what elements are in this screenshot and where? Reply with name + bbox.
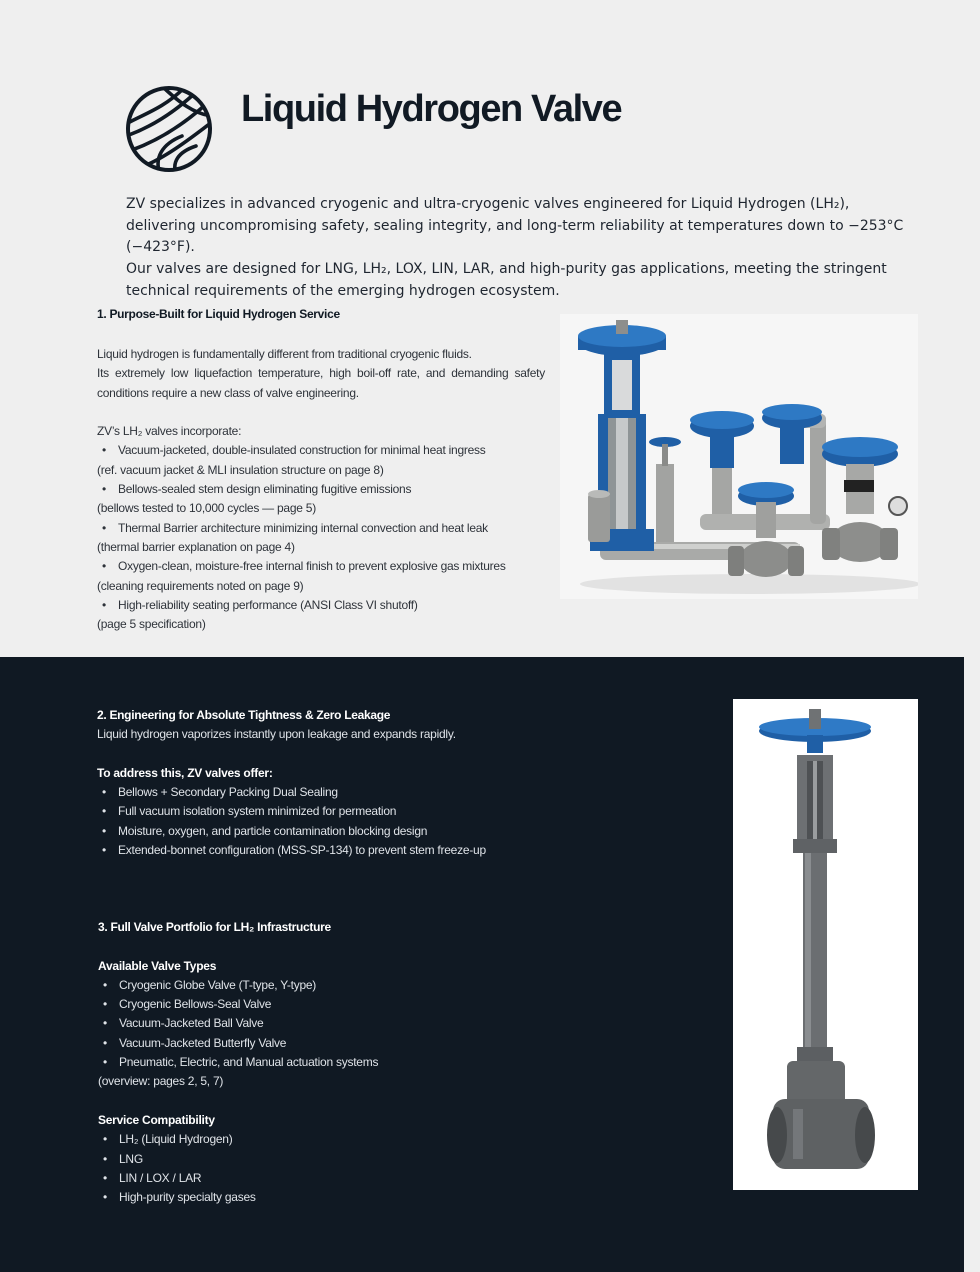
- section2: [97, 706, 597, 860]
- list-note: (bellows tested to 10,000 cycles — page 5): [97, 501, 316, 516]
- section1-line: Its extremely low liquefaction temperature, high boil-off rate, and demanding safety conditions require a new class of valve engineering.: [97, 366, 545, 400]
- section1-line: Liquid hydrogen is fundamentally different from traditional cryogenic fluids.: [97, 347, 472, 361]
- list-note: (ref. vacuum jacket & MLI insulation structure on page 8): [97, 462, 384, 477]
- section2-intro: Liquid hydrogen vaporizes instantly upon leakage and expands rapidly.: [97, 727, 456, 742]
- list-item: • LH₂ (Liquid Hydrogen): [103, 1132, 233, 1147]
- intro-text: [126, 194, 916, 303]
- list-item: • Pneumatic, Electric, and Manual actuation systems: [103, 1055, 379, 1070]
- list-item: • LNG: [103, 1151, 143, 1166]
- intro-paragraph: Our valves are designed for LNG, LH₂, LOX, LIN, LAR, and high-purity gas applications, meeting the stringent technical requirements of the emerging hydrogen ecosystem.: [126, 261, 887, 299]
- list-note: (cleaning requirements noted on page 9): [97, 578, 304, 593]
- section2-offer-title: To address this, ZV valves offer:: [97, 765, 273, 780]
- list-item: • Cryogenic Bellows-Seal Valve: [103, 997, 272, 1012]
- list-item: • Bellows + Secondary Packing Dual Sealing: [102, 785, 338, 800]
- section3-title: 3. Full Valve Portfolio for LH₂ Infrastructure: [98, 920, 331, 934]
- service-compat-title: Service Compatibility: [98, 1112, 215, 1127]
- list-item: • Vacuum-Jacketed Butterfly Valve: [103, 1035, 287, 1050]
- list-item: • Cryogenic Globe Valve (T-type, Y-type): [103, 977, 317, 992]
- valve-assembly-photo: [560, 314, 918, 599]
- list-item: • Full vacuum isolation system minimized for permeation: [102, 804, 397, 819]
- section1-title: 1. Purpose-Built for Liquid Hydrogen Service: [97, 307, 340, 321]
- list-item: • High-reliability seating performance (ANSI Class VI shutoff): [102, 597, 418, 612]
- page-margin: [964, 657, 980, 1272]
- wave-circle-logo-icon: [124, 84, 214, 174]
- list-item: • Vacuum-Jacketed Ball Valve: [103, 1016, 264, 1031]
- list-note: (thermal barrier explanation on page 4): [97, 539, 295, 554]
- list-note: (page 5 specification): [97, 617, 206, 632]
- list-item: • Oxygen-clean, moisture-free internal finish to prevent explosive gas mixtures: [102, 559, 506, 574]
- list-item: • Thermal Barrier architecture minimizing internal convection and heat leak: [102, 520, 488, 535]
- section1-body: [97, 345, 545, 634]
- list-item: • LIN / LOX / LAR: [103, 1170, 202, 1185]
- section2-title: 2. Engineering for Absolute Tightness & Zero Leakage: [97, 708, 391, 722]
- list-note: (overview: pages 2, 5, 7): [98, 1074, 224, 1089]
- extended-bonnet-valve-photo: [733, 699, 918, 1190]
- section1-incorporate: ZV’s LH₂ valves incorporate:: [97, 424, 242, 439]
- list-item: • High-purity specialty gases: [103, 1190, 256, 1205]
- valve-types-title: Available Valve Types: [98, 958, 217, 973]
- intro-paragraph: ZV specializes in advanced cryogenic and ultra-cryogenic valves engineered for Liquid Hydrogen (LH₂), delivering uncompromising safety, sealing integrity, and long-term reliability at temperatures down to −253°C (−423°F).: [126, 196, 904, 256]
- list-item: • Moisture, oxygen, and particle contamination blocking design: [102, 823, 428, 838]
- list-item: • Extended-bonnet configuration (MSS-SP-134) to prevent stem freeze-up: [102, 843, 486, 858]
- list-item: • Vacuum-jacketed, double-insulated construction for minimal heat ingress: [102, 443, 486, 458]
- list-item: • Bellows-sealed stem design eliminating fugitive emissions: [102, 482, 412, 497]
- page-title: Liquid Hydrogen Valve: [241, 88, 622, 130]
- section3: [98, 918, 598, 1207]
